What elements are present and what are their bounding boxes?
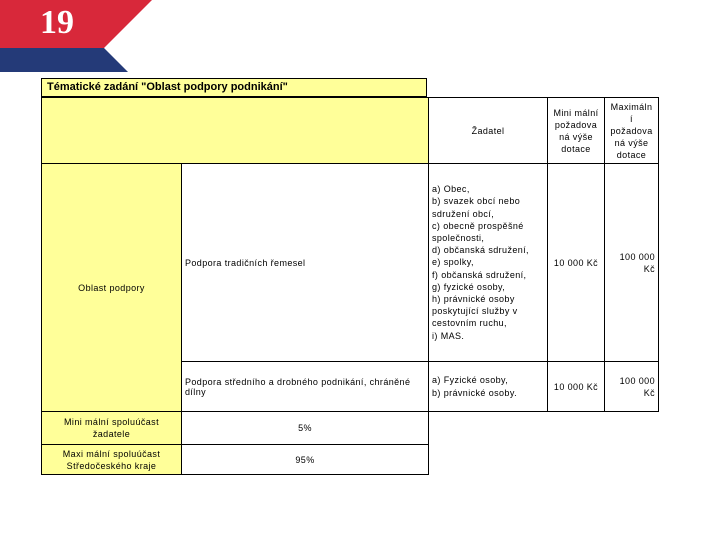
row-typ: Podpora tradičních řemesel [182, 164, 429, 362]
slide-number: 19 [40, 4, 74, 41]
spoluucast-value: 95% [182, 445, 429, 475]
navy-corner-shape [0, 48, 128, 72]
header-zadatel: Žadatel [429, 98, 548, 164]
row-max: 100 000 Kč [605, 164, 659, 362]
spoluucast-label: Mini mální spoluúčast žadatele [42, 412, 182, 445]
oblast-podpory-label: Oblast podpory [42, 164, 182, 412]
row-typ: Podpora středního a drobného podnikání, chráněné dílny [182, 362, 429, 412]
header-max-dotace: Maximáln í požadova ná výše dotace [605, 98, 659, 164]
header-min-dotace: Mini mální požadova ná výše dotace [548, 98, 605, 164]
row-zadatele: a) Obec, b) svazek obcí nebo sdružení obcí, c) obecně prospěšné společnosti, d) občanská sdružení, e) spolky, f) občanská sdružení, g) fyzické osoby, h) právnické osoby poskytující služby v cestovním ruchu, i) MAS. [429, 164, 548, 362]
slide-corner-decoration [0, 0, 160, 72]
table-title: Tématické zadání "Oblast podpory podnikání" [41, 78, 427, 97]
row-max: 100 000 Kč [605, 362, 659, 412]
spoluucast-value: 5% [182, 412, 429, 445]
red-corner-shape [0, 0, 152, 48]
row-min: 10 000 Kč [548, 362, 605, 412]
row-zadatele: a) Fyzické osoby, b) právnické osoby. [429, 362, 548, 412]
spoluucast-label: Maxi mální spoluúčast Středočeského kraje [42, 445, 182, 475]
support-table [41, 97, 659, 475]
row-min: 10 000 Kč [548, 164, 605, 362]
header-empty-cell [42, 98, 429, 164]
